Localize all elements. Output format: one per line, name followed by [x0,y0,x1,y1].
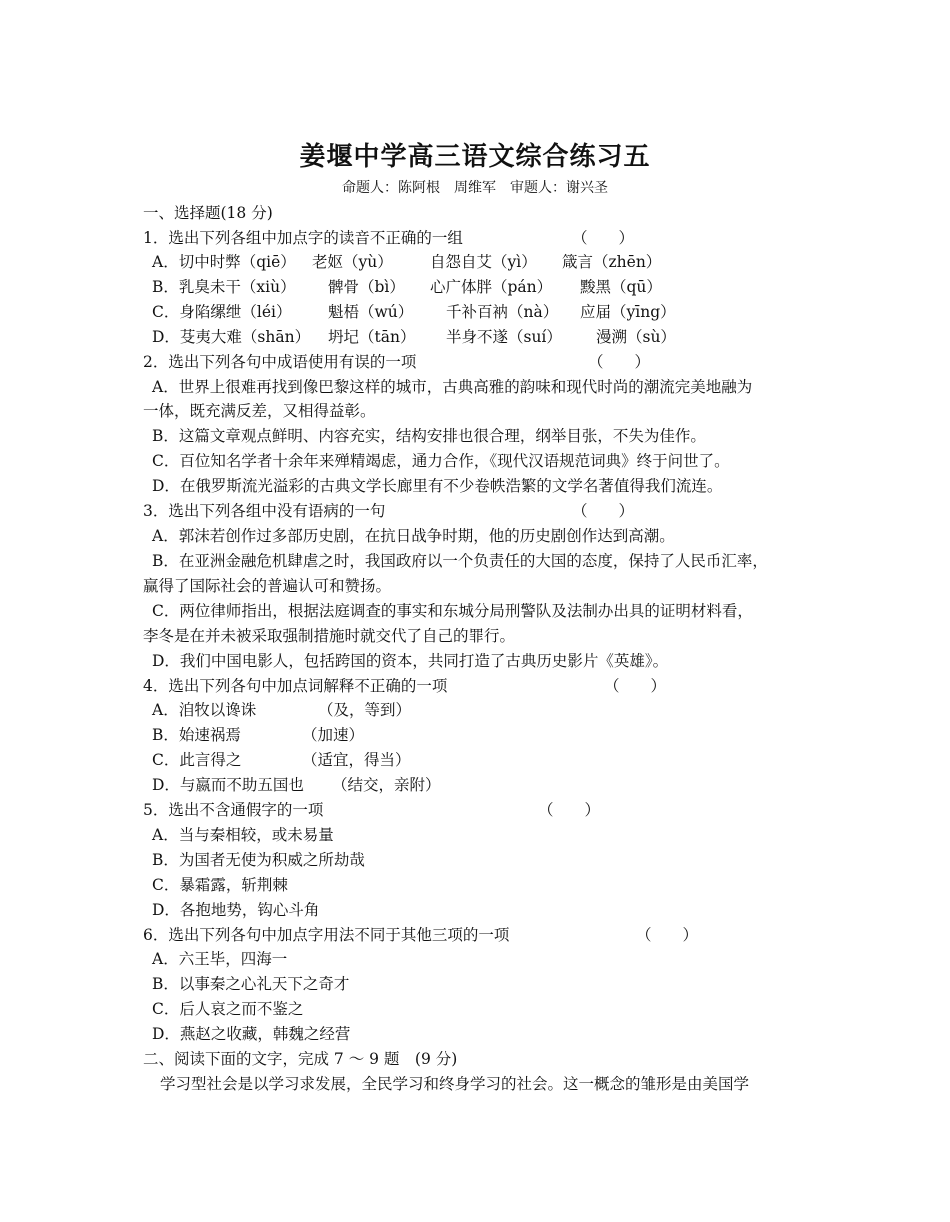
q6-stem: 6．选出下列各句中加点字用法不同于其他三项的一项 [143,926,510,944]
q5-option-c: C．暴霜露，斩荆棘 [152,876,288,894]
q3-option-b-line2: 赢得了国际社会的普遍认可和赞扬。 [143,577,392,595]
q1-d-item2: 坍圮（tān） [328,328,416,346]
q1-a-item1: A．切中时弊（qiē） [152,253,296,271]
q1-c-item3: 千补百衲（nà） [446,303,559,321]
q3-option-b-line1: B．在亚洲金融危机肆虐之时，我国政府以一个负责任的大国的态度，保持了人民币汇率， [152,552,768,570]
q1-d-item4: 漫溯（sù） [596,328,676,346]
q6-option-a: A．六王毕，四海一 [152,950,288,968]
q4-b-gloss: （加速） [302,726,365,744]
q3-option-c-line2: 李冬是在并未被采取强制措施时就交代了自己的罪行。 [143,627,516,645]
q2-option-a-line1: A．世界上很难再找到像巴黎这样的城市，古典高雅的韵味和现代时尚的潮流完美地融为 [152,378,753,396]
q6-answer-paren: （ ） [636,926,699,944]
q1-b-item2: 髀骨（bì） [328,278,405,296]
section2-heading: 二、阅读下面的文字，完成 7 ～ 9 题 (9 分) [143,1050,458,1068]
q2-stem: 2．选出下列各句中成语使用有误的一项 [143,353,417,371]
q1-a-item2: 老妪（yù） [312,253,393,271]
q1-stem [143,228,463,248]
passage-line-1: 学习型社会是以学习求发展，全民学习和终身学习的社会。这一概念的雏形是由美国学 [160,1075,750,1093]
q1-a-item4: 箴言（zhēn） [562,253,662,271]
q1-stem-text: 1．选出下列各组中加点字的读音不正确的一组 [143,229,463,247]
q3-option-c-line1: C．两位律师指出，根据法庭调查的事实和东城分局刑警队及法制办出具的证明材料看， [152,602,753,620]
byline: 命题人：陈阿根 周维军 审题人：谢兴圣 [342,180,608,196]
q4-c-gloss: （适宜，得当） [302,751,411,769]
q6-option-c: C．后人哀之而不鉴之 [152,1000,304,1018]
q1-c-item2: 魁梧（wú） [328,303,414,321]
q4-answer-paren: （ ） [604,677,667,695]
q4-a-sentence: A．洎牧以谗诛 [152,701,257,719]
q5-option-a: A．当与秦相较，或未易量 [152,826,334,844]
q4-b-sentence: B．始速祸焉 [152,726,241,744]
q4-a-gloss: （及，等到） [318,701,412,719]
q2-option-c: C．百位知名学者十余年来殚精竭虑，通力合作，《现代汉语规范词典》终于问世了。 [152,452,730,470]
q1-c-item1: C．身陷缧绁（léi） [152,303,292,321]
q2-option-d: D．在俄罗斯流光溢彩的古典文学长廊里有不少卷帙浩繁的文学名著值得我们流连。 [152,477,723,495]
q1-a-item3: 自怨自艾（yì） [430,253,537,271]
q4-d-gloss: （结交，亲附） [332,776,441,794]
q2-option-b: B．这篇文章观点鲜明、内容充实，结构安排也很合理，纲举目张，不失为佳作。 [152,427,706,445]
q6-option-b: B．以事秦之心礼天下之奇才 [152,975,350,993]
q1-answer-paren: （ ） [572,229,635,247]
q3-option-d: D．我们中国电影人，包括跨国的资本，共同打造了古典历史影片《英雄》。 [152,652,669,670]
q3-answer-paren: （ ） [572,502,635,520]
q5-answer-paren: （ ） [538,801,601,819]
q4-c-sentence: C．此言得之 [152,751,242,769]
q3-stem: 3．选出下列各组中没有语病的一句 [143,502,386,520]
q1-c-item4: 应届（yīng） [580,303,676,321]
q2-answer-paren: （ ） [588,353,651,371]
section1-heading: 一、选择题(18 分) [143,204,273,222]
q4-d-sentence: D．与嬴而不助五国也 [152,776,304,794]
q1-b-item4: 黢黑（qū） [580,278,662,296]
q1-b-item3: 心广体胖（pán） [430,278,553,296]
q5-stem: 5．选出不含通假字的一项 [143,801,324,819]
q3-option-a: A．郭沫若创作过多部历史剧，在抗日战争时期，他的历史剧创作达到高潮。 [152,527,675,545]
q5-option-d: D．各抱地势，钩心斗角 [152,901,320,919]
q1-d-item3: 半身不遂（suí） [446,328,562,346]
q1-d-item1: D．芟夷大难（shān） [152,328,311,346]
q5-option-b: B．为国者无使为积威之所劫哉 [152,851,365,869]
q2-option-a-line2: 一体，既充满反差，又相得益彰。 [143,402,376,420]
page-title: 姜堰中学高三语文综合练习五 [299,142,651,172]
q4-stem: 4．选出下列各句中加点词解释不正确的一项 [143,677,448,695]
q1-b-item1: B．乳臭未干（xiù） [152,278,296,296]
q6-option-d: D．燕赵之收藏，韩魏之经营 [152,1025,351,1043]
